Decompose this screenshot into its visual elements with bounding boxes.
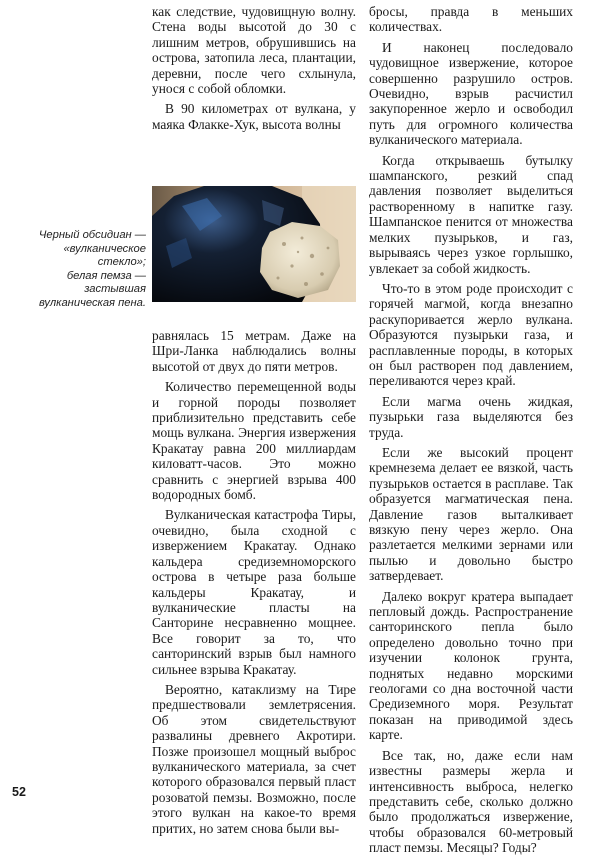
paragraph: В 90 километрах от вулкана, у маяка Флакке-Хук, высота волны <box>152 101 356 132</box>
page-number: 52 <box>12 785 26 799</box>
paragraph: Что-то в этом роде происходит с горячей магмой, когда внезапно раскупоривается жерло вулкана. Образуются пузырьки газа, и расплавленные породы, в которых он был растворен под давлением, переливаются через край. <box>369 280 573 389</box>
paragraph: Вероятно, катаклизму на Тире предшествовали землетрясения. Об этом свидетельствуют развалины древнего Акротири. Позже произошел мощный выброс вулканического материала, за счет которого образовался первый пласт розоватой пемзы. Возможно, после этого вулкан на какое-то время притих, но затем снова были вы- <box>152 681 356 836</box>
caption-line: стекло»; <box>97 256 146 268</box>
paragraph: бросы, правда в меньших количествах. <box>369 4 573 35</box>
paragraph: как следствие, чудовищную волну. Стена воды высотой до 30 с лишним метров, обрушившись на острова, затопила леса, плантации, деревни, после чего схлынула, унося с собой обломки. <box>152 4 356 97</box>
paragraph: Вулканическая катастрофа Тиры, очевидно, была сходной с извержением Кракатау. Однако кальдера средиземноморского острова в четыре раза больше кальдеры Кракатау, и вулканические пласты на Санторине несравненно мощнее. Все говорит за то, что санторинский взрыв был намного сильнее взрыва Кракатау. <box>152 507 356 677</box>
caption-line: белая пемза — <box>66 269 146 282</box>
caption-line: Черный обсидиан — <box>38 229 146 241</box>
paragraph: равнялась 15 метрам. Даже на Шри-Ланка наблюдались волны высотой от двух до пяти метров. <box>152 328 356 374</box>
paragraph: Количество перемещенной воды и горной породы позволяет приблизительно представить себе мощь вулкана. Энергия извержения Кракатау равна 200 миллиардам киловатт-часов. Это можно сравнить с энергией взрыва 400 водородных бомб. <box>152 379 356 503</box>
paragraph: И наконец последовало чудовищное извержение, которое совершенно разрушило остров. Очевидно, взрыв расчистил закупоренное жерло и освободил путь для огромного количества вулканического материала. <box>369 39 573 148</box>
paragraph: Все так, но, даже если нам известны размеры жерла и интенсивность выброса, нелегко представить себе, сколько должно было продолжаться извержение, чтобы образовался 60-метровый пласт пемзы. Месяцы? Годы? <box>369 747 573 856</box>
caption-line: вулканическая пена. <box>38 296 146 309</box>
figure-caption <box>4 229 146 310</box>
paragraph: Если магма очень жидкая, пузырьки газа выделяются без труда. <box>369 393 573 440</box>
paragraph: Когда открываешь бутылку шампанского, резкий спад давления позволяет выделиться растворенному в напитке газу. Шампанское пенится от множества мелких пузырьков, и газ, вырываясь через узкое горлышко, увлекает за собой жидкость. <box>369 152 573 276</box>
obsidian-pumice-photo <box>152 186 356 302</box>
caption-line: застывшая <box>84 283 146 295</box>
text-column-middle-top <box>152 4 356 132</box>
text-column-middle-bottom <box>152 328 356 836</box>
paragraph: Далеко вокруг кратера выпадает пепловый дождь. Распространение санторинского пепла было определено довольно точно при изучении колонок грунта, поднятых недавно морскими геологами со дна восточной части Средиземного моря. Результат показан на приводимой здесь карте. <box>369 588 573 743</box>
paragraph: Если же высокий процент кремнезема делает ее вязкой, часть пузырьков остается в расплаве. Так образуется магматическая пена. Давление газов выталкивает вязкую пену через жерло. Она разлетается мелкими зернами или пылью и довольно быстро затвердевает. <box>369 444 573 584</box>
caption-line: «вулканическое <box>63 242 146 255</box>
text-column-right <box>369 4 573 856</box>
